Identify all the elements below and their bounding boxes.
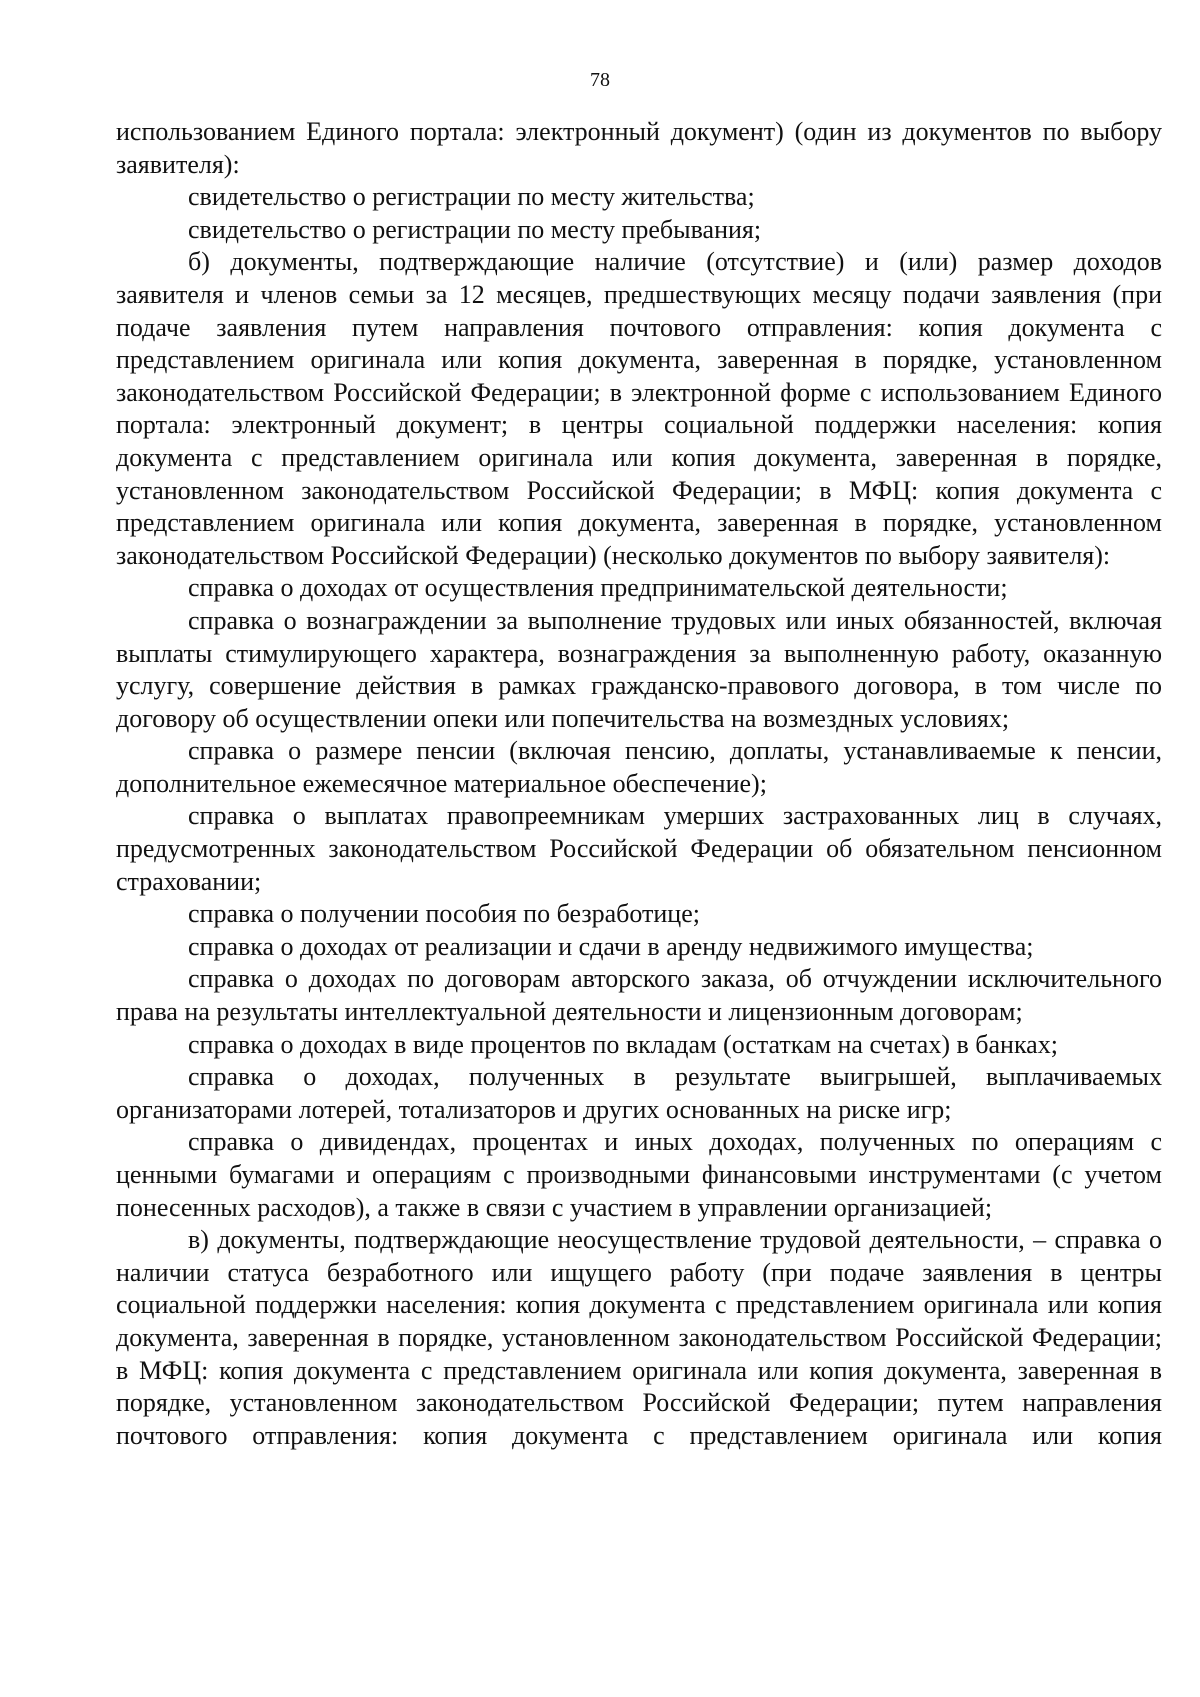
list-item-stay-certificate: свидетельство о регистрации по месту пребывания;	[188, 214, 762, 244]
list-item-successor-payments: справка о выплатах правопреемникам умерших застрахованных лиц в случаях, предусмотренных законодательством Российской Федерации об обязательном пенсионном страховании;	[116, 801, 1162, 896]
list-item-entrepreneur-income: справка о доходах от осуществления предпринимательской деятельности;	[188, 573, 1008, 603]
list-item-real-estate-income: справка о доходах от реализации и сдачи в аренду недвижимого имущества;	[188, 931, 1034, 961]
list-item-copyright-income: справка о доходах по договорам авторского заказа, об отчуждении исключительного права на результаты интеллектуальной деятельности и лицензионным договорам;	[116, 964, 1162, 1027]
list-item-labor-remuneration: справка о вознаграждении за выполнение трудовых или иных обязанностей, включая выплаты стимулирующего характера, вознаграждения за выполненную работу, оказанную услугу, совершение действия в рамках гражданско-правового договора, в том числе по договору об осуществлении опеки или попечительства на возмездных условиях;	[116, 605, 1162, 733]
list-item-unemployment-benefit: справка о получении пособия по безработице;	[188, 899, 700, 929]
list-item-pension-amount: справка о размере пенсии (включая пенсию, доплаты, устанавливаемые к пенсии, дополнительное ежемесячное материальное обеспечение);	[116, 736, 1162, 798]
document-body	[116, 116, 1162, 1452]
paragraph-item-b: б) документы, подтверждающие наличие (отсутствие) и (или) размер доходов заявителя и членов семьи за 12 месяцев, предшествующих месяцу подачи заявления (при подаче заявления путем направления почтового отправления: копия документа с представлением оригинала или копия документа, заверенная в порядке, установленном законодательством Российской Федерации; в электронной форме с использованием Единого портала: электронный документ; в центры социальной поддержки населения: копия документа с представлением оригинала или копия документа, заверенная в порядке, установленном законодательством Российской Федерации; в МФЦ: копия документа с представлением оригинала или копия документа, заверенная в порядке, установленном законодательством Российской Федерации) (несколько документов по выбору заявителя):	[116, 247, 1162, 570]
list-item-lottery-winnings: справка о доходах, полученных в результате выигрышей, выплачиваемых организаторами лотерей, тотализаторов и других основанных на риске игр;	[116, 1062, 1162, 1124]
paragraph-continuation: использованием Единого портала: электронный документ) (один из документов по выбору заявителя):	[116, 117, 1162, 179]
paragraph-item-v: в) документы, подтверждающие неосуществление трудовой деятельности, – справка о наличии статуса безработного или ищущего работу (при подаче заявления в центры социальной поддержки населения: копия документа с представлением оригинала или копия документа, заверенная в порядке, установленном законодательством Российской Федерации; в МФЦ: копия документа с представлением оригинала или копия документа, заверенная в порядке, установленном законодательством Российской Федерации; путем направления почтового отправления: копия документа с представлением оригинала или копия	[116, 1225, 1162, 1450]
list-item-deposit-interest: справка о доходах в виде процентов по вкладам (остаткам на счетах) в банках;	[188, 1029, 1058, 1059]
list-item-securities-dividends: справка о дивидендах, процентах и иных доходах, полученных по операциям с ценными бумагами и операциям с производными финансовыми инструментами (с учетом понесенных расходов), а также в связи с участием в управлении организацией;	[116, 1127, 1162, 1222]
list-item-residence-certificate: свидетельство о регистрации по месту жительства;	[188, 182, 755, 212]
page-number: 78	[590, 69, 610, 91]
